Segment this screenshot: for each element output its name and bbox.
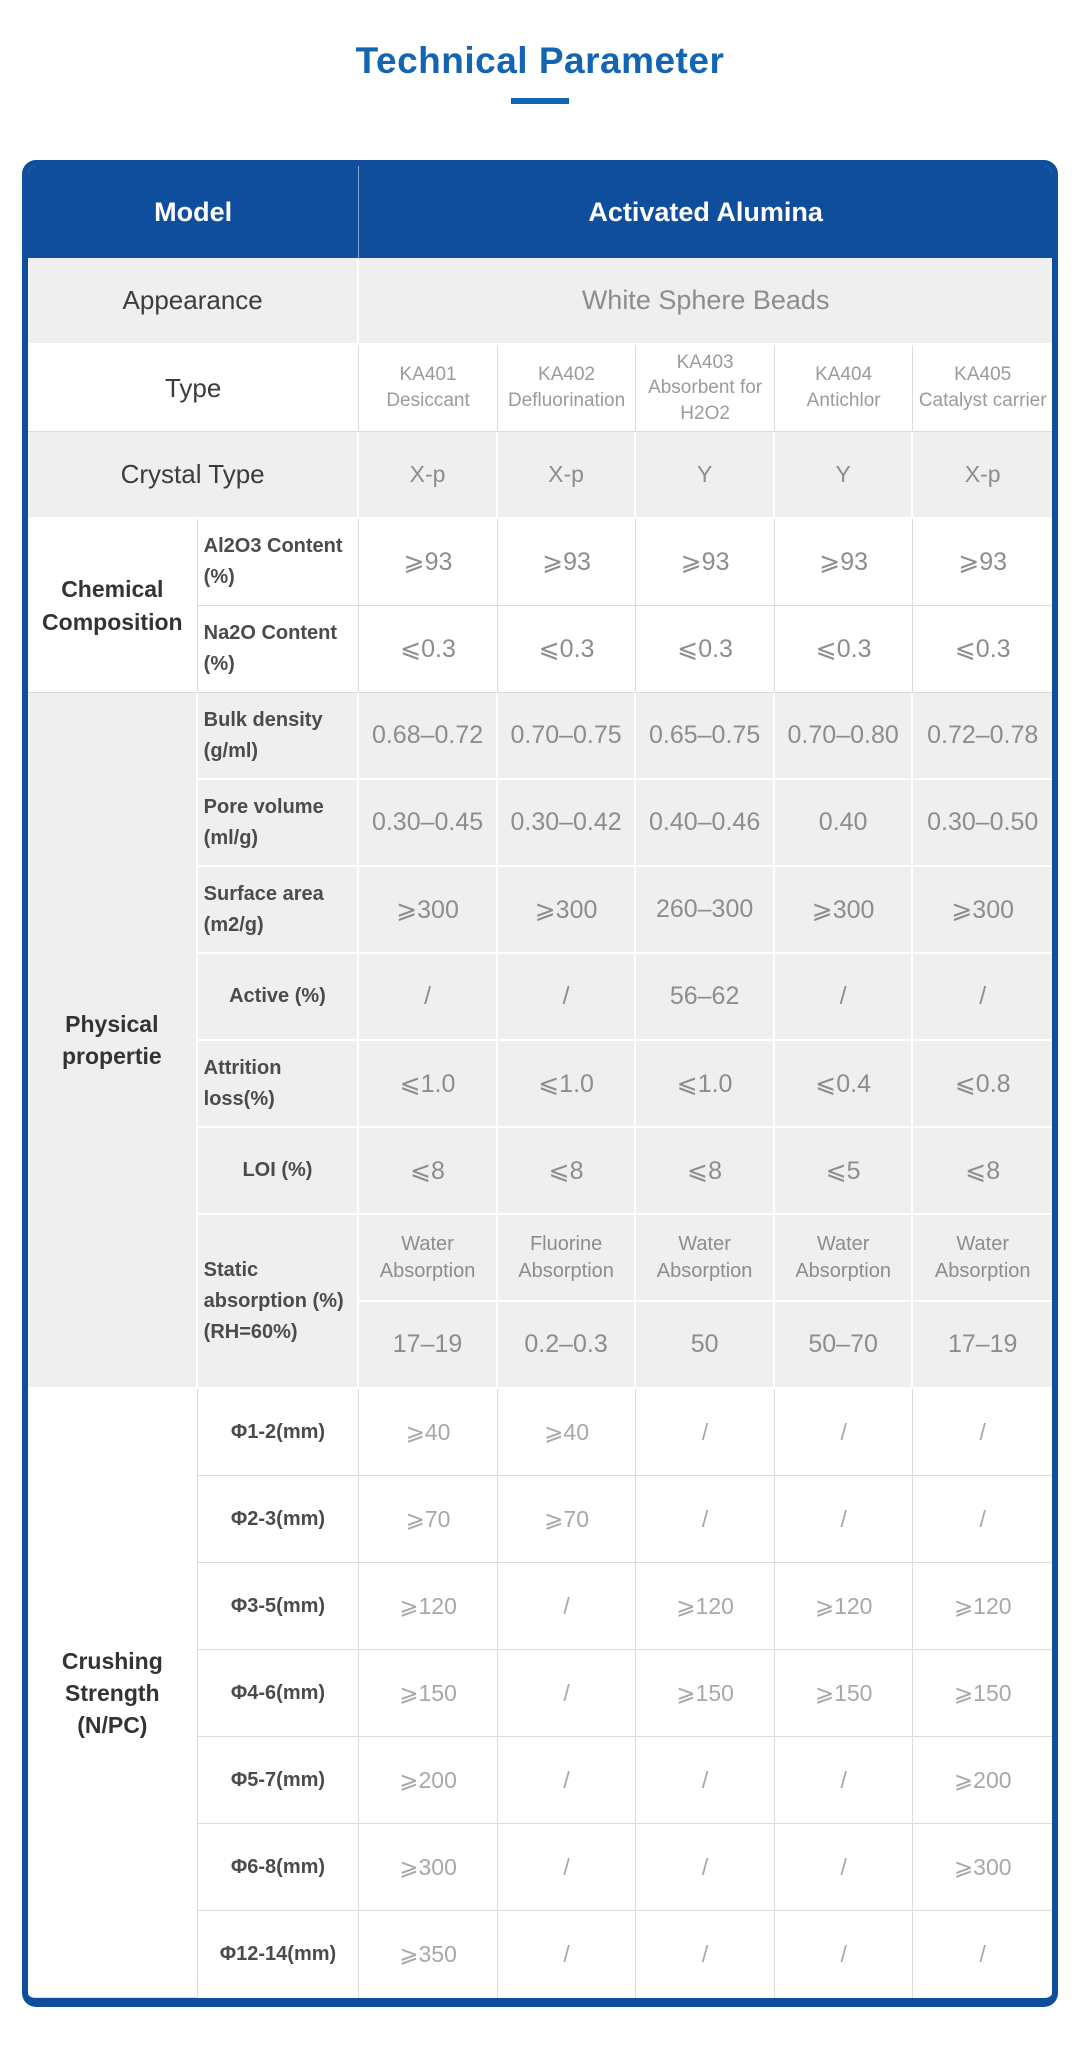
value-cell: X-p bbox=[498, 432, 637, 519]
type-cell-ka405 bbox=[913, 345, 1052, 432]
value-cell: / bbox=[913, 954, 1052, 1041]
value-cell: / bbox=[913, 1911, 1052, 1998]
value-cell: ⩾93 bbox=[498, 519, 637, 606]
param-label: Active (%) bbox=[198, 954, 360, 1041]
crystal-type-label: Crystal Type bbox=[28, 432, 359, 519]
value-cell: ⩽5 bbox=[775, 1128, 914, 1215]
param-label: Φ5-7(mm) bbox=[198, 1737, 360, 1824]
value-cell: ⩽0.8 bbox=[913, 1041, 1052, 1128]
absorption-type-cell: Water Absorption bbox=[913, 1215, 1052, 1302]
param-label: Pore volume (ml/g) bbox=[198, 780, 360, 867]
group-label-crushing-strength: Crushing Strength (N/PC) bbox=[28, 1389, 198, 1998]
param-label: Φ3-5(mm) bbox=[198, 1563, 360, 1650]
value-cell: ⩾150 bbox=[359, 1650, 498, 1737]
param-label: Na2O Content (%) bbox=[198, 606, 360, 693]
value-cell: ⩽0.4 bbox=[775, 1041, 914, 1128]
type-code: KA404 bbox=[815, 364, 873, 386]
group-label-chemical-composition: Chemical Composition bbox=[28, 519, 198, 693]
value-cell: / bbox=[775, 1911, 914, 1998]
absorption-type-cell: Water Absorption bbox=[636, 1215, 775, 1302]
value-cell: ⩾150 bbox=[913, 1650, 1052, 1737]
value-cell: / bbox=[498, 1563, 637, 1650]
type-use: Absorbent for H2O2 bbox=[648, 377, 763, 424]
value-cell: 0.72–0.78 bbox=[913, 693, 1052, 780]
type-cell-ka402 bbox=[498, 345, 637, 432]
technical-parameter-table bbox=[28, 166, 1052, 1998]
value-cell: ⩾93 bbox=[913, 519, 1052, 606]
value-cell: ⩾40 bbox=[498, 1389, 637, 1476]
value-cell: ⩾70 bbox=[498, 1476, 637, 1563]
value-cell: Y bbox=[636, 432, 775, 519]
type-use: Desiccant bbox=[386, 390, 470, 411]
header-model-cell: Model bbox=[28, 166, 359, 258]
value-cell: ⩾300 bbox=[913, 867, 1052, 954]
value-cell: ⩾120 bbox=[775, 1563, 914, 1650]
type-code: KA401 bbox=[399, 364, 457, 386]
type-row bbox=[28, 345, 1052, 432]
value-cell: / bbox=[498, 1824, 637, 1911]
value-cell: / bbox=[636, 1389, 775, 1476]
appearance-row bbox=[28, 258, 1052, 345]
value-cell: ⩾150 bbox=[775, 1650, 914, 1737]
value-cell: / bbox=[775, 1737, 914, 1824]
value-cell: / bbox=[913, 1389, 1052, 1476]
value-cell: / bbox=[636, 1737, 775, 1824]
value-cell: ⩾150 bbox=[636, 1650, 775, 1737]
value-cell: ⩽8 bbox=[498, 1128, 637, 1215]
param-label: Φ6-8(mm) bbox=[198, 1824, 360, 1911]
value-cell: ⩾200 bbox=[359, 1737, 498, 1824]
type-cell-ka404 bbox=[775, 345, 914, 432]
group-label-physical-propertie: Physical propertie bbox=[28, 693, 198, 1389]
appearance-value: White Sphere Beads bbox=[359, 258, 1052, 345]
param-label: Φ1-2(mm) bbox=[198, 1389, 360, 1476]
value-cell: / bbox=[775, 954, 914, 1041]
value-cell: / bbox=[636, 1911, 775, 1998]
value-cell: X-p bbox=[359, 432, 498, 519]
value-cell: 0.68–0.72 bbox=[359, 693, 498, 780]
value-cell: ⩽0.3 bbox=[359, 606, 498, 693]
param-label: Φ4-6(mm) bbox=[198, 1650, 360, 1737]
absorption-type-cell: Water Absorption bbox=[775, 1215, 914, 1302]
value-cell: ⩽8 bbox=[359, 1128, 498, 1215]
value-cell: ⩾200 bbox=[913, 1737, 1052, 1824]
value-cell: / bbox=[636, 1476, 775, 1563]
type-use: Catalyst carrier bbox=[918, 390, 1047, 411]
value-cell: ⩾93 bbox=[636, 519, 775, 606]
value-cell: 260–300 bbox=[636, 867, 775, 954]
value-cell: / bbox=[775, 1389, 914, 1476]
type-code: KA403 bbox=[676, 351, 734, 373]
param-label: Bulk density (g/ml) bbox=[198, 693, 360, 780]
value-cell: ⩾300 bbox=[498, 867, 637, 954]
value-cell: 0.40–0.46 bbox=[636, 780, 775, 867]
value-cell: / bbox=[775, 1476, 914, 1563]
value-cell: ⩽0.3 bbox=[498, 606, 637, 693]
value-cell: ⩾40 bbox=[359, 1389, 498, 1476]
type-use: Defluorination bbox=[507, 390, 626, 411]
value-cell: X-p bbox=[913, 432, 1052, 519]
value-cell: 0.30–0.45 bbox=[359, 780, 498, 867]
value-cell: 0.2–0.3 bbox=[498, 1302, 637, 1389]
static-absorption-condition: (RH=60%) bbox=[203, 1320, 298, 1343]
value-cell: ⩾120 bbox=[359, 1563, 498, 1650]
param-label: LOI (%) bbox=[198, 1128, 360, 1215]
value-cell: 50 bbox=[636, 1302, 775, 1389]
value-cell: / bbox=[359, 954, 498, 1041]
value-cell: ⩾300 bbox=[359, 1824, 498, 1911]
value-cell: 0.30–0.42 bbox=[498, 780, 637, 867]
value-cell: ⩽0.3 bbox=[775, 606, 914, 693]
type-label: Type bbox=[28, 345, 359, 432]
value-cell: 0.40 bbox=[775, 780, 914, 867]
value-cell: 0.30–0.50 bbox=[913, 780, 1052, 867]
appearance-label: Appearance bbox=[28, 258, 359, 345]
value-cell: 17–19 bbox=[913, 1302, 1052, 1389]
value-cell: 0.70–0.80 bbox=[775, 693, 914, 780]
table-header-row bbox=[28, 166, 1052, 258]
type-code: KA402 bbox=[538, 364, 596, 386]
value-cell: 50–70 bbox=[775, 1302, 914, 1389]
value-cell: ⩾93 bbox=[775, 519, 914, 606]
value-cell: / bbox=[636, 1824, 775, 1911]
value-cell: ⩾93 bbox=[359, 519, 498, 606]
value-cell: ⩽8 bbox=[913, 1128, 1052, 1215]
value-cell: / bbox=[775, 1824, 914, 1911]
value-cell: ⩾300 bbox=[913, 1824, 1052, 1911]
type-use: Antichlor bbox=[806, 390, 881, 411]
value-cell: / bbox=[498, 954, 637, 1041]
page-title: Technical Parameter bbox=[355, 40, 725, 81]
value-cell: 0.70–0.75 bbox=[498, 693, 637, 780]
value-cell: ⩾300 bbox=[359, 867, 498, 954]
param-label: Al2O3 Content (%) bbox=[198, 519, 360, 606]
crystal-type-row bbox=[28, 432, 1052, 519]
value-cell: ⩽0.3 bbox=[913, 606, 1052, 693]
crushing-row-phi-1-2 bbox=[28, 1389, 1052, 1476]
value-cell: ⩽1.0 bbox=[636, 1041, 775, 1128]
bulk-density-row bbox=[28, 693, 1052, 780]
header-product-cell: Activated Alumina bbox=[359, 166, 1052, 258]
value-cell: ⩽8 bbox=[636, 1128, 775, 1215]
absorption-type-cell: Fluorine Absorption bbox=[498, 1215, 637, 1302]
value-cell: ⩾120 bbox=[636, 1563, 775, 1650]
param-label: Attrition loss(%) bbox=[198, 1041, 360, 1128]
param-label: Φ2-3(mm) bbox=[198, 1476, 360, 1563]
param-label: Surface area (m2/g) bbox=[198, 867, 360, 954]
value-cell: ⩾120 bbox=[913, 1563, 1052, 1650]
type-cell-ka401 bbox=[359, 345, 498, 432]
value-cell: 17–19 bbox=[359, 1302, 498, 1389]
value-cell: ⩽1.0 bbox=[359, 1041, 498, 1128]
value-cell: / bbox=[498, 1737, 637, 1824]
value-cell: 56–62 bbox=[636, 954, 775, 1041]
absorption-type-cell: Water Absorption bbox=[359, 1215, 498, 1302]
title-underline-divider bbox=[511, 98, 569, 104]
static-absorption-label: Static absorption (%) bbox=[203, 1258, 344, 1312]
value-cell: ⩾70 bbox=[359, 1476, 498, 1563]
value-cell: / bbox=[498, 1650, 637, 1737]
technical-parameter-table-container bbox=[22, 160, 1058, 2007]
type-code: KA405 bbox=[954, 364, 1012, 386]
value-cell: ⩾300 bbox=[775, 867, 914, 954]
value-cell: ⩽0.3 bbox=[636, 606, 775, 693]
value-cell: Y bbox=[775, 432, 914, 519]
param-label-static-absorption bbox=[198, 1215, 360, 1389]
param-label: Φ12-14(mm) bbox=[198, 1911, 360, 1998]
value-cell: ⩽1.0 bbox=[498, 1041, 637, 1128]
value-cell: ⩾350 bbox=[359, 1911, 498, 1998]
value-cell: / bbox=[498, 1911, 637, 1998]
value-cell: / bbox=[913, 1476, 1052, 1563]
type-cell-ka403 bbox=[636, 345, 775, 432]
value-cell: 0.65–0.75 bbox=[636, 693, 775, 780]
al2o3-content-row bbox=[28, 519, 1052, 606]
